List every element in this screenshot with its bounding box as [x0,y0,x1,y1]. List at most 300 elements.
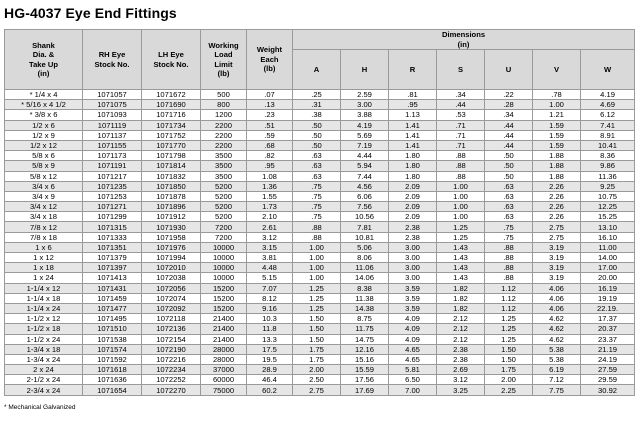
table-cell: 1071333 [83,232,142,242]
table-cell: 2.09 [389,191,437,201]
table-cell: .88 [485,242,533,252]
table-cell: 3.15 [247,242,293,252]
table-cell: 1071253 [83,191,142,201]
header-working-load: Working Load Limit (lb) [201,30,247,90]
table-cell: 17.00 [581,263,635,273]
table-cell: 1071119 [83,120,142,130]
table-row [5,293,635,303]
header-dim-u: U [485,50,533,90]
table-cell: 3.19 [533,242,581,252]
table-cell: 17.56 [341,375,389,385]
table-cell: 2200 [201,140,247,150]
table-cell: 1/2 x 12 [5,140,83,150]
table-cell: 2.38 [437,344,485,354]
table-cell: 1071271 [83,202,142,212]
table-cell: 7/8 x 12 [5,222,83,232]
table-cell: 9.25 [581,181,635,191]
table-cell: 3/4 x 6 [5,181,83,191]
table-row [5,212,635,222]
table-cell: 4.65 [389,344,437,354]
table-cell: 2.09 [389,181,437,191]
table-cell: 27.59 [581,365,635,375]
table-cell: .95 [389,100,437,110]
table-row [5,181,635,191]
table-cell: .50 [485,161,533,171]
table-cell: 1071538 [83,334,142,344]
table-cell: .50 [293,130,341,140]
table-cell: 500 [201,90,247,100]
table-cell: 1/2 x 9 [5,130,83,140]
table-cell: .82 [247,151,293,161]
table-cell: 1.00 [533,100,581,110]
table-cell: 2.75 [533,222,581,232]
table-cell: 1-1/2 x 18 [5,324,83,334]
table-cell: 2.26 [533,202,581,212]
table-cell: 2.12 [437,324,485,334]
table-cell: 1200 [201,110,247,120]
table-cell: 1071798 [142,151,201,161]
table-cell: 1-3/4 x 24 [5,354,83,364]
table-cell: 1071672 [142,90,201,100]
table-cell: 24.19 [581,354,635,364]
table-cell: 2.26 [533,191,581,201]
table-cell: 2.09 [389,212,437,222]
table-cell: 2.09 [389,202,437,212]
table-cell: 1.75 [293,354,341,364]
table-cell: 1 x 6 [5,242,83,252]
table-cell: 1.75 [293,344,341,354]
table-cell: 3/4 x 12 [5,202,83,212]
table-cell: .51 [247,120,293,130]
table-cell: 8.38 [341,283,389,293]
table-row [5,191,635,201]
table-cell: 7200 [201,222,247,232]
table-cell: 1072118 [142,314,201,324]
table-cell: 3.88 [341,110,389,120]
table-cell: 15.59 [341,365,389,375]
table-cell: 1071592 [83,354,142,364]
table-cell: * 5/16 x 4 1/2 [5,100,83,110]
header-dim-s: S [437,50,485,90]
table-cell: 1.25 [293,283,341,293]
table-cell: 1.88 [533,161,581,171]
table-cell: 17.5 [247,344,293,354]
table-cell: 1.00 [437,181,485,191]
table-cell: .53 [437,110,485,120]
table-cell: 1071477 [83,303,142,313]
table-cell: 1.25 [485,334,533,344]
table-cell: 1071752 [142,130,201,140]
table-cell: 8.75 [341,314,389,324]
table-cell: 1071093 [83,110,142,120]
table-cell: 2200 [201,120,247,130]
table-cell: 7.41 [581,120,635,130]
table-cell: 2-1/2 x 24 [5,375,83,385]
table-cell: 1-1/2 x 24 [5,334,83,344]
table-cell: 3.59 [389,303,437,313]
table-row [5,90,635,100]
table-cell: 7.44 [341,171,389,181]
table-cell: 4.09 [389,314,437,324]
table-cell: 1071878 [142,191,201,201]
table-cell: .28 [485,100,533,110]
table-cell: 1071137 [83,130,142,140]
table-cell: 1-1/4 x 12 [5,283,83,293]
table-cell: 2.75 [293,385,341,395]
table-cell: 5200 [201,202,247,212]
table-cell: 3.00 [389,253,437,263]
table-cell: 1.59 [533,130,581,140]
table-cell: 10.75 [581,191,635,201]
table-cell: 5.38 [533,344,581,354]
table-cell: 2200 [201,130,247,140]
table-cell: 1.25 [293,303,341,313]
table-cell: 1.41 [389,140,437,150]
table-row [5,303,635,313]
table-cell: 12.25 [581,202,635,212]
table-cell: 1072038 [142,273,201,283]
table-cell: 2.50 [293,375,341,385]
table-cell: 10000 [201,273,247,283]
table-cell: 1.73 [247,202,293,212]
table-cell: 1071510 [83,324,142,334]
table-cell: .68 [247,140,293,150]
table-cell: 60000 [201,375,247,385]
header-lh-eye: LH Eye Stock No. [142,30,201,90]
table-cell: .63 [485,181,533,191]
table-cell: 1071191 [83,161,142,171]
table-cell: 1.12 [485,303,533,313]
table-cell: 1 x 12 [5,253,83,263]
table-cell: 1.82 [437,293,485,303]
table-row [5,222,635,232]
table-cell: 7200 [201,232,247,242]
table-cell: 14.06 [341,273,389,283]
table-cell: 4.09 [389,334,437,344]
table-cell: .63 [293,161,341,171]
table-cell: 1071976 [142,242,201,252]
table-cell: 7.19 [341,140,389,150]
table-cell: .50 [485,151,533,161]
table-cell: 1.00 [293,263,341,273]
table-cell: 1.59 [533,120,581,130]
table-cell: 3500 [201,161,247,171]
table-cell: 1071495 [83,314,142,324]
table-cell: 5200 [201,181,247,191]
table-cell: 3.59 [389,293,437,303]
table-cell: 1.00 [293,242,341,252]
table-cell: 1.50 [293,324,341,334]
table-cell: .23 [247,110,293,120]
table-cell: 7.12 [533,375,581,385]
table-cell: .44 [437,100,485,110]
table-row [5,334,635,344]
table-cell: 1071299 [83,212,142,222]
table-cell: .88 [437,151,485,161]
table-cell: .50 [485,171,533,181]
table-cell: 3.00 [341,100,389,110]
table-cell: 5.94 [341,161,389,171]
table-cell: 4.06 [533,293,581,303]
table-row [5,283,635,293]
table-row [5,130,635,140]
table-cell: 1.00 [437,202,485,212]
table-cell: 1072190 [142,344,201,354]
table-cell: .88 [437,161,485,171]
table-cell: 1071574 [83,344,142,354]
table-cell: 4.09 [389,324,437,334]
table-cell: .75 [293,212,341,222]
table-cell: 1.88 [533,151,581,161]
header-dim-h: H [341,50,389,90]
table-cell: 6.06 [341,191,389,201]
table-cell: 3500 [201,151,247,161]
table-cell: 4.48 [247,263,293,273]
table-cell: 3/4 x 18 [5,212,83,222]
table-cell: 1071413 [83,273,142,283]
table-cell: * 1/4 x 4 [5,90,83,100]
table-cell: 3.00 [389,263,437,273]
table-cell: .63 [485,212,533,222]
table-row [5,365,635,375]
table-cell: 2.26 [533,212,581,222]
table-header [5,30,635,90]
table-cell: 800 [201,100,247,110]
table-cell: 11.8 [247,324,293,334]
table-cell: 1.80 [389,171,437,181]
table-row [5,161,635,171]
table-cell: 20.00 [581,273,635,283]
table-cell: 17.69 [341,385,389,395]
table-row [5,263,635,273]
table-cell: .75 [485,232,533,242]
table-cell: 21400 [201,324,247,334]
table-cell: 21400 [201,334,247,344]
table-cell: 1.75 [485,365,533,375]
table-cell: .88 [437,171,485,181]
table-cell: 2.69 [437,365,485,375]
table-cell: 10000 [201,242,247,252]
header-rh-eye: RH Eye Stock No. [83,30,142,90]
table-cell: .88 [485,273,533,283]
table-cell: 1.25 [293,293,341,303]
table-cell: 11.00 [581,242,635,252]
table-cell: 11.75 [341,324,389,334]
table-cell: .50 [293,120,341,130]
table-cell: .88 [293,232,341,242]
table-cell: 11.36 [581,171,635,181]
table-cell: 60.2 [247,385,293,395]
table-cell: 7.00 [389,385,437,395]
table-cell: 17.37 [581,314,635,324]
table-cell: .59 [247,130,293,140]
table-cell: 1-1/2 x 12 [5,314,83,324]
table-cell: 75000 [201,385,247,395]
table-cell: 2.38 [389,222,437,232]
table-cell: .75 [293,202,341,212]
table-cell: 3.00 [389,273,437,283]
table-cell: 1071716 [142,110,201,120]
table-cell: 3.19 [533,253,581,263]
table-cell: 5.15 [247,273,293,283]
table-cell: 1071351 [83,242,142,252]
table-cell: 1.50 [293,314,341,324]
table-cell: 1071431 [83,283,142,293]
table-cell: .63 [485,191,533,201]
table-row [5,324,635,334]
table-cell: .63 [485,202,533,212]
table-row [5,202,635,212]
table-cell: .44 [485,120,533,130]
table-cell: 2.75 [533,232,581,242]
table-cell: .63 [293,171,341,181]
table-cell: 28.9 [247,365,293,375]
table-cell: .88 [293,222,341,232]
table-cell: 1.43 [437,263,485,273]
table-cell: 1.80 [389,161,437,171]
table-cell: 12.16 [341,344,389,354]
table-cell: .63 [293,151,341,161]
header-dim-a: A [293,50,341,90]
table-cell: 1072234 [142,365,201,375]
table-cell: 1071958 [142,232,201,242]
table-cell: 1.50 [293,334,341,344]
table-cell: 2.12 [437,314,485,324]
table-row [5,375,635,385]
table-cell: 2.26 [533,181,581,191]
table-cell: 1-1/4 x 18 [5,293,83,303]
table-cell: 1071636 [83,375,142,385]
table-cell: .71 [437,130,485,140]
table-cell: * 3/8 x 6 [5,110,83,120]
table-cell: 15200 [201,283,247,293]
table-cell: 3.81 [247,253,293,263]
table-row [5,140,635,150]
table-cell: 1072010 [142,263,201,273]
table-cell: 7.07 [247,283,293,293]
table-cell: 1 x 24 [5,273,83,283]
table-cell: 13.3 [247,334,293,344]
table-cell: 5/8 x 12 [5,171,83,181]
table-cell: 11.06 [341,263,389,273]
table-cell: .75 [485,222,533,232]
table-cell: .75 [293,181,341,191]
table-cell: 1071397 [83,263,142,273]
table-cell: .71 [437,140,485,150]
table-cell: 16.10 [581,232,635,242]
table-row [5,354,635,364]
table-cell: 8.91 [581,130,635,140]
table-cell: 1.82 [437,303,485,313]
table-cell: 1.50 [485,354,533,364]
table-cell: 15200 [201,293,247,303]
table-cell: 1071057 [83,90,142,100]
table-cell: 3/4 x 9 [5,191,83,201]
table-cell: 2 x 24 [5,365,83,375]
table-cell: 5.81 [389,365,437,375]
table-cell: 30.92 [581,385,635,395]
table-cell: .95 [247,161,293,171]
table-cell: 1.25 [437,222,485,232]
table-cell: .31 [293,100,341,110]
table-cell: 1072252 [142,375,201,385]
table-cell: 8.36 [581,151,635,161]
table-cell: 14.00 [581,253,635,263]
table-cell: 7.56 [341,202,389,212]
table-cell: 1071155 [83,140,142,150]
table-cell: 4.44 [341,151,389,161]
table-cell: 5.38 [533,354,581,364]
table-cell: 1.55 [247,191,293,201]
table-cell: 1072154 [142,334,201,344]
table-cell: .34 [485,110,533,120]
table-cell: 1.25 [485,324,533,334]
table-cell: 1.43 [437,273,485,283]
table-cell: 1071832 [142,171,201,181]
table-cell: .88 [485,263,533,273]
table-cell: 3.25 [437,385,485,395]
table-cell: 3.59 [389,283,437,293]
table-cell: 3.12 [247,232,293,242]
table-cell: 1/2 x 6 [5,120,83,130]
table-cell: 21400 [201,314,247,324]
table-cell: .34 [437,90,485,100]
table-row [5,120,635,130]
table-cell: .75 [293,191,341,201]
table-cell: 8.12 [247,293,293,303]
table-cell: 1071734 [142,120,201,130]
table-cell: .44 [485,140,533,150]
table-cell: 1.43 [437,242,485,252]
table-cell: 1071770 [142,140,201,150]
table-cell: 5/8 x 6 [5,151,83,161]
table-cell: 1072056 [142,283,201,293]
table-cell: 9.86 [581,161,635,171]
table-cell: 4.19 [581,90,635,100]
table-cell: 4.62 [533,334,581,344]
table-cell: 6.50 [389,375,437,385]
table-cell: .25 [293,90,341,100]
table-cell: 2.38 [437,354,485,364]
table-cell: 20.37 [581,324,635,334]
table-cell: 1.43 [437,253,485,263]
table-cell: 1.88 [533,171,581,181]
table-cell: 4.65 [389,354,437,364]
table-cell: 3.19 [533,273,581,283]
table-row [5,242,635,252]
table-row [5,100,635,110]
table-cell: 10.56 [341,212,389,222]
table-cell: 1072074 [142,293,201,303]
table-cell: 37000 [201,365,247,375]
header-weight: Weight Each (lb) [247,30,293,90]
header-shank: Shank Dia. & Take Up (in) [5,30,83,90]
header-dimensions: Dimensions (in) [293,30,635,50]
table-cell: 1071654 [83,385,142,395]
table-cell: 46.4 [247,375,293,385]
table-cell: 23.37 [581,334,635,344]
table-row [5,385,635,395]
table-cell: 1.82 [437,283,485,293]
table-cell: 2.38 [389,232,437,242]
table-cell: 1.21 [533,110,581,120]
table-body [5,90,635,396]
table-cell: 14.38 [341,303,389,313]
table-cell: .81 [389,90,437,100]
table-cell: 6.12 [581,110,635,120]
table-cell: 3500 [201,171,247,181]
table-cell: 10.81 [341,232,389,242]
